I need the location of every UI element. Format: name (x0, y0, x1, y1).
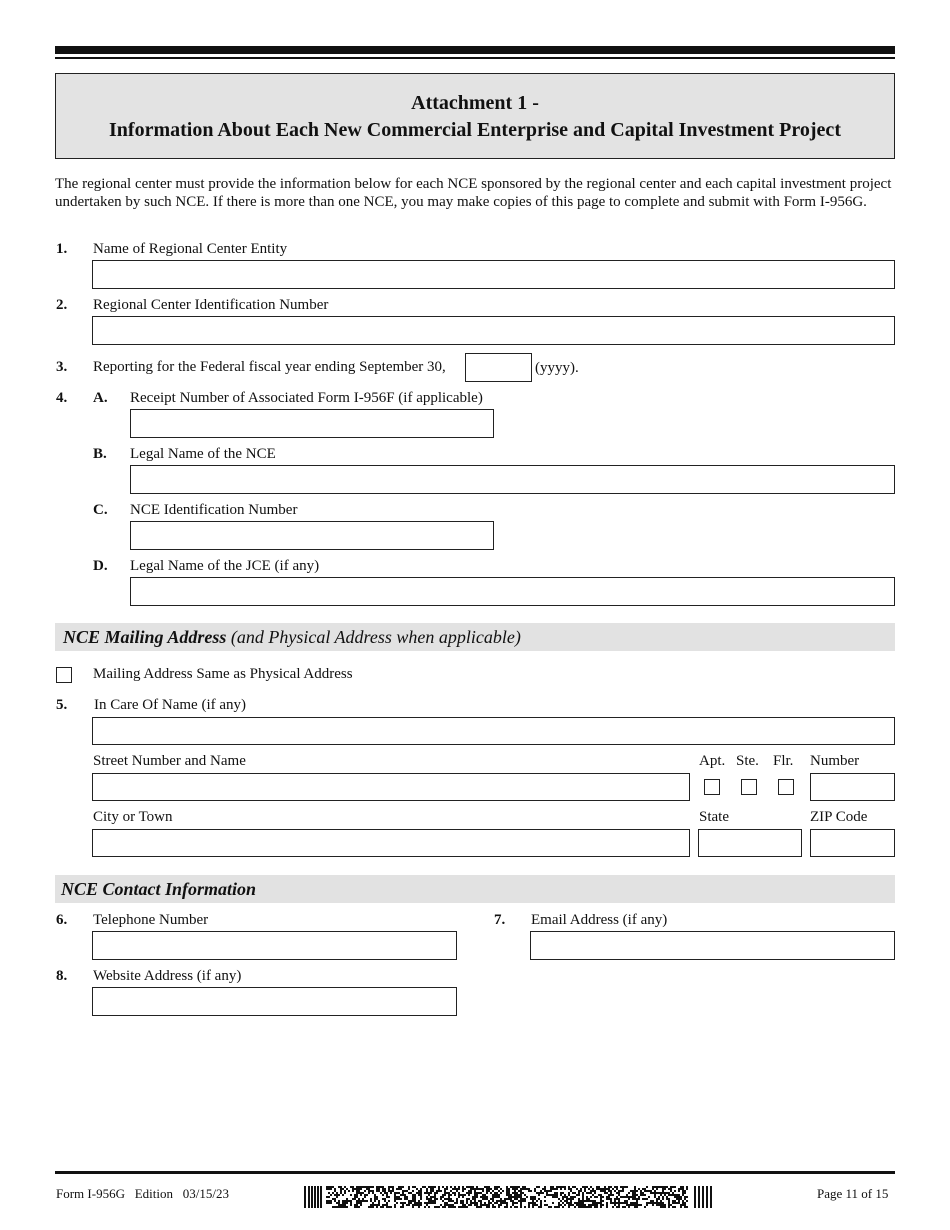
item-7-number: 7. (494, 912, 506, 928)
city-label: City or Town (93, 809, 173, 825)
ste-label: Ste. (736, 753, 759, 769)
same-as-physical-checkbox[interactable] (56, 667, 72, 683)
item-2-number: 2. (56, 297, 68, 313)
header-rule-thick (55, 46, 895, 54)
city-input[interactable] (92, 829, 690, 857)
item-4a-letter: A. (93, 390, 108, 406)
item-4-number: 4. (56, 390, 68, 406)
flr-label: Flr. (773, 753, 794, 769)
footer-edition-date: 03/15/23 (182, 1186, 229, 1201)
item-5-number: 5. (56, 697, 68, 713)
mailing-address-section-header (55, 623, 895, 651)
ste-checkbox[interactable] (741, 779, 757, 795)
nce-legal-name-input[interactable] (130, 465, 895, 494)
state-select[interactable] (698, 829, 802, 857)
contact-heading: NCE Contact Information (61, 879, 257, 899)
flr-checkbox[interactable] (778, 779, 794, 795)
footer-form-id (56, 1186, 229, 1202)
footer-form-name: Form I-956G (56, 1186, 125, 1201)
mailing-heading-bold: NCE Mailing Address (63, 627, 227, 647)
contact-section-header (55, 875, 895, 903)
in-care-of-input[interactable] (92, 717, 895, 745)
unit-number-input[interactable] (810, 773, 895, 801)
item-6-number: 6. (56, 912, 68, 928)
mailing-heading-rest: (and Physical Address when applicable) (230, 627, 521, 647)
fiscal-year-format-hint: (yyyy). (535, 360, 579, 376)
header-rule-thin (55, 57, 895, 59)
footer-rule (55, 1171, 895, 1174)
attachment-title: Attachment 1 - (411, 92, 539, 114)
item-4b-letter: B. (93, 446, 107, 462)
item-3-label: Reporting for the Federal fiscal year ending September 30, (93, 359, 446, 375)
zip-input[interactable] (810, 829, 895, 857)
fiscal-year-input[interactable] (465, 353, 532, 382)
item-5-label: In Care Of Name (if any) (94, 697, 247, 713)
website-input[interactable] (92, 987, 457, 1016)
apt-checkbox[interactable] (704, 779, 720, 795)
street-label: Street Number and Name (93, 753, 246, 769)
form-barcode (304, 1186, 712, 1208)
item-6-label: Telephone Number (93, 912, 209, 928)
item-1-label: Name of Regional Center Entity (93, 241, 288, 257)
item-8-label: Website Address (if any) (93, 968, 242, 984)
intro-paragraph: The regional center must provide the information below for each NCE sponsored by the regional center and each capital investment project undertaken by such NCE. If there is more than one NCE, you may make copies of this page to complete and submit with Form I-956G. (55, 176, 892, 210)
item-7-label: Email Address (if any) (531, 912, 668, 928)
attachment-subtitle: Information About Each New Commercial Enterprise and Capital Investment Project (109, 119, 841, 141)
receipt-number-input[interactable] (130, 409, 494, 438)
zip-label: ZIP Code (810, 809, 868, 825)
regional-center-id-input[interactable] (92, 316, 895, 345)
attachment-title-box (55, 73, 895, 159)
item-8-number: 8. (56, 968, 68, 984)
footer-page-number: Page 11 of 15 (817, 1186, 889, 1201)
item-4d-letter: D. (93, 558, 108, 574)
item-4d-label: Legal Name of the JCE (if any) (130, 558, 320, 574)
item-4c-letter: C. (93, 502, 108, 518)
telephone-input[interactable] (92, 931, 457, 960)
apt-label: Apt. (699, 753, 726, 769)
footer-edition-label: Edition (134, 1186, 173, 1201)
item-2-label: Regional Center Identification Number (93, 297, 329, 313)
regional-center-name-input[interactable] (92, 260, 895, 289)
item-4b-label: Legal Name of the NCE (130, 446, 276, 462)
unit-number-label: Number (810, 753, 860, 769)
street-input[interactable] (92, 773, 690, 801)
email-input[interactable] (530, 931, 895, 960)
state-label: State (699, 809, 729, 825)
item-4a-label: Receipt Number of Associated Form I-956F (if applicable) (130, 390, 483, 406)
nce-id-input[interactable] (130, 521, 494, 550)
item-3-number: 3. (56, 359, 68, 375)
jce-legal-name-input[interactable] (130, 577, 895, 606)
item-4c-label: NCE Identification Number (130, 502, 298, 518)
item-1-number: 1. (56, 241, 68, 257)
same-as-physical-label: Mailing Address Same as Physical Address (93, 666, 353, 682)
